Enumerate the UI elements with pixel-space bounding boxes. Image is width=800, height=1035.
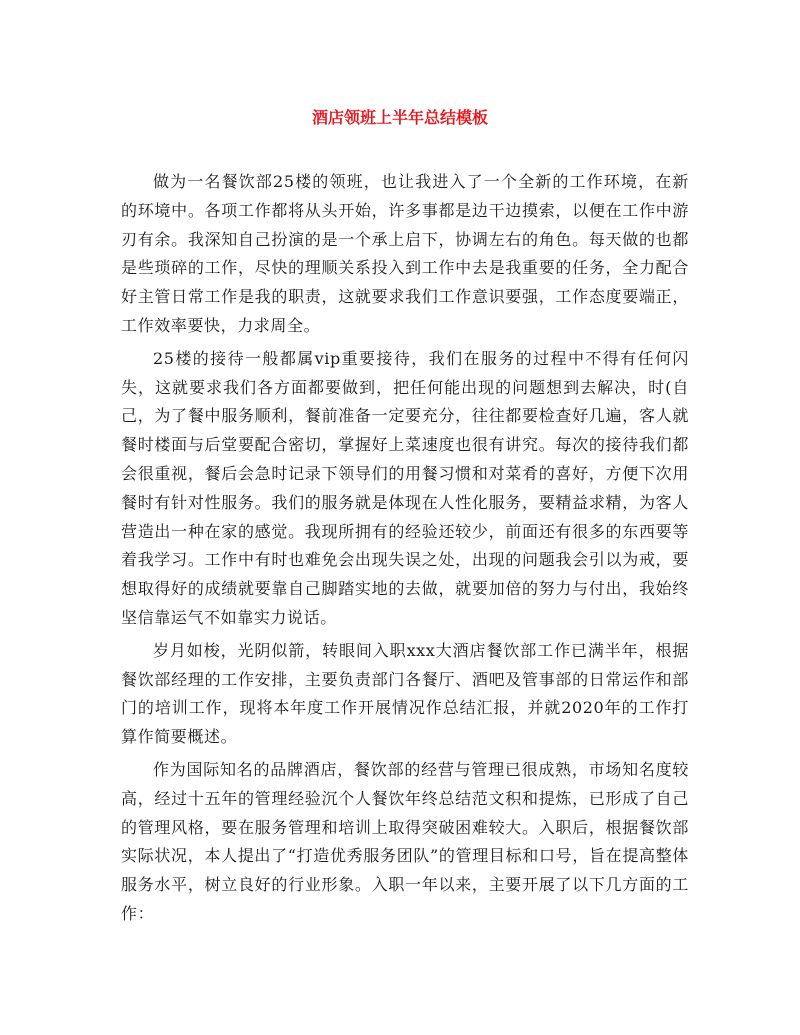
document-body xyxy=(121,168,689,933)
paragraph-3: 岁月如梭，光阴似箭，转眼间入职xxx大酒店餐饮部工作已满半年，根据餐饮部经理的工作安排，主要负责部门各餐厅、酒吧及管事部的日常运作和部门的培训工作，现将本年度工作开展情况作总结汇报，并就2020年的工作打算作简要概述。 xyxy=(121,640,689,747)
paragraph-1: 做为一名餐饮部25楼的领班，也让我进入了一个全新的工作环境，在新的环境中。各项工作都将从头开始，许多事都是边干边摸索，以便在工作中游刃有余。我深知自己扮演的是一个承上启下，协调左右的角色。每天做的也都是些琐碎的工作，尽快的理顺关系投入到工作中去是我重要的任务，全力配合好主管日常工作是我的职责，这就要求我们工作意识要强，工作态度要端正，工作效率要快，力求周全。 xyxy=(121,172,689,335)
document-title: 酒店领班上半年总结模板 xyxy=(311,108,488,127)
paragraph-2: 25楼的接待一般都属vip重要接待，我们在服务的过程中不得有任何闪失，这就要求我们各方面都要做到，把任何能出现的问题想到去解决，时(自己，为了餐中服务顺利，餐前准备一定要充分，往往都要检查好几遍，客人就餐时楼面与后堂要配合密切，掌握好上菜速度也很有讲究。每次的接待我们都会很重视，餐后会急时记录下领导们的用餐习惯和对菜肴的喜好，方便下次用餐时有针对性服务。我们的服务就是体现在人性化服务，要精益求精，为客人营造出一种在家的感觉。我现所拥有的经验还较少，前面还有很多的东西要等着我学习。工作中有时也难免会出现失误之处，出现的问题我会引以为戒，要想取得好的成绩就要靠自己脚踏实地的去做，就要加倍的努力与付出，我始终坚信靠运气不如靠实力说话。 xyxy=(121,348,689,627)
paragraph-4: 作为国际知名的品牌酒店，餐饮部的经营与管理已很成熟，市场知名度较高，经过十五年的管理经验沉个人餐饮年终总结范文积和提炼，已形成了自己的管理风格，要在服务管理和培训上取得突破困难较大。入职后，根据餐饮部实际状况，本人提出了“打造优秀服务团队”的管理目标和口号，旨在提高整体服务水平，树立良好的行业形象。入职一年以来，主要开展了以下几方面的工作： xyxy=(121,759,689,923)
